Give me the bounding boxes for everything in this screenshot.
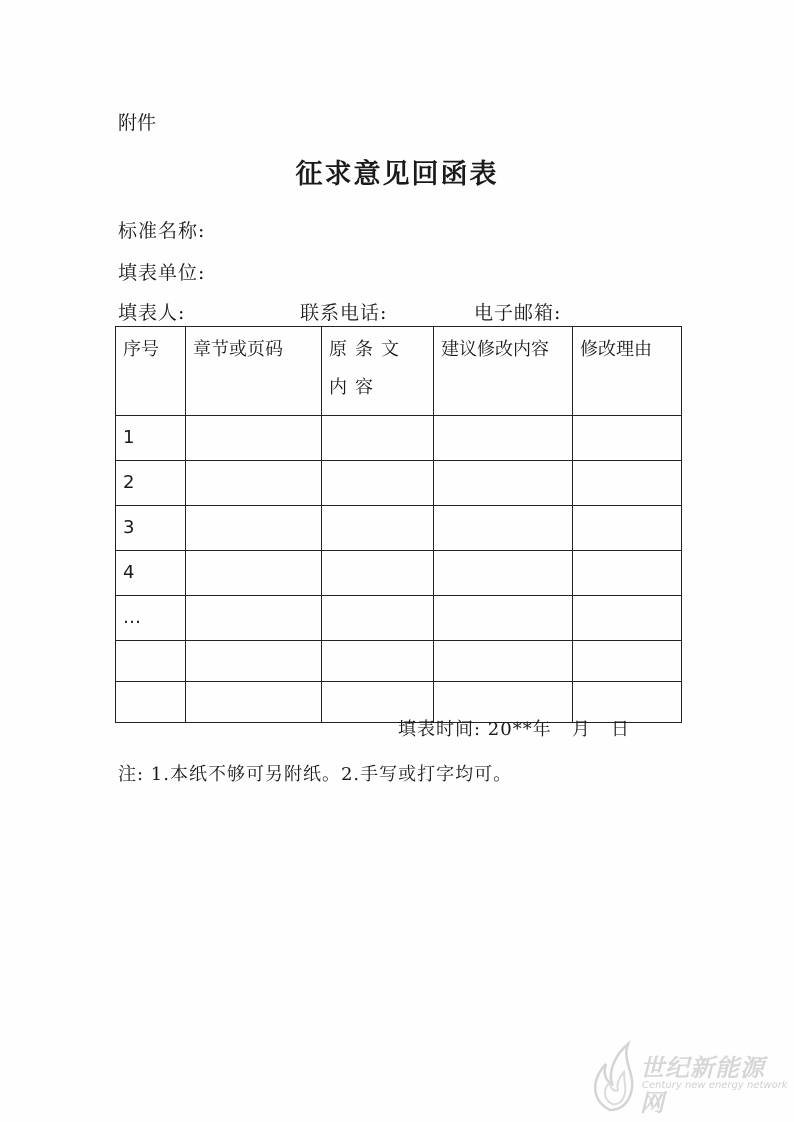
- filler-label: 填表人:: [118, 302, 186, 324]
- table-cell[interactable]: [186, 506, 322, 551]
- table-cell[interactable]: [322, 641, 434, 682]
- standard-name-label: 标准名称:: [118, 220, 206, 242]
- table-cell[interactable]: 4: [116, 551, 186, 596]
- header-cell-index: 序号: [116, 327, 186, 416]
- phone-label: 联系电话:: [300, 302, 388, 324]
- header-cell-suggestion: 建议修改内容: [434, 327, 573, 416]
- attachment-label: 附件: [118, 112, 157, 134]
- header-cell-original: 原条文内容: [322, 327, 434, 416]
- email-label: 电子邮箱:: [474, 302, 562, 324]
- table-cell[interactable]: [322, 416, 434, 461]
- table-cell[interactable]: [186, 682, 322, 723]
- table-row: [116, 551, 682, 596]
- table-cell[interactable]: [322, 596, 434, 641]
- table-cell[interactable]: [434, 461, 573, 506]
- watermark-en-text: Century new energy network: [642, 1080, 788, 1091]
- table-row: [116, 506, 682, 551]
- table-cell[interactable]: [116, 641, 186, 682]
- header-cell-section: 章节或页码: [186, 327, 322, 416]
- table-header-row: [116, 327, 682, 416]
- table-cell[interactable]: [573, 551, 682, 596]
- table-cell[interactable]: [434, 506, 573, 551]
- table-cell[interactable]: [434, 596, 573, 641]
- flame-logo-icon: [588, 1040, 638, 1114]
- form-title: 征求意见回函表: [295, 159, 499, 190]
- watermark: [588, 1040, 788, 1117]
- feedback-table: [115, 326, 682, 723]
- table-cell[interactable]: [186, 596, 322, 641]
- header-cell-reason: 修改理由: [573, 327, 682, 416]
- table-cell[interactable]: [573, 416, 682, 461]
- table-cell[interactable]: 2: [116, 461, 186, 506]
- table-cell[interactable]: [573, 506, 682, 551]
- footnote: 注: 1.本纸不够可另附纸。2.手写或打字均可。: [118, 764, 513, 785]
- table-cell[interactable]: [186, 641, 322, 682]
- table-cell[interactable]: [186, 416, 322, 461]
- unit-label: 填表单位:: [118, 262, 206, 284]
- table-cell[interactable]: [322, 506, 434, 551]
- table-row: [116, 641, 682, 682]
- table-cell[interactable]: [322, 551, 434, 596]
- table-cell[interactable]: [434, 416, 573, 461]
- table-cell[interactable]: [434, 641, 573, 682]
- table-row: [116, 416, 682, 461]
- table-cell[interactable]: [573, 461, 682, 506]
- table-cell[interactable]: …: [116, 596, 186, 641]
- table-cell[interactable]: [573, 641, 682, 682]
- table-cell[interactable]: [322, 461, 434, 506]
- table-cell[interactable]: [116, 682, 186, 723]
- table-cell[interactable]: [186, 551, 322, 596]
- fill-date-line: 填表时间: 20**年 月 日: [398, 719, 631, 740]
- table-row: [116, 461, 682, 506]
- table-cell[interactable]: [186, 461, 322, 506]
- table-cell[interactable]: 3: [116, 506, 186, 551]
- table-row: [116, 596, 682, 641]
- watermark-cn-text: 世纪新能源网: [640, 1054, 765, 1117]
- table-cell[interactable]: [573, 596, 682, 641]
- table-cell[interactable]: [434, 551, 573, 596]
- table-cell[interactable]: 1: [116, 416, 186, 461]
